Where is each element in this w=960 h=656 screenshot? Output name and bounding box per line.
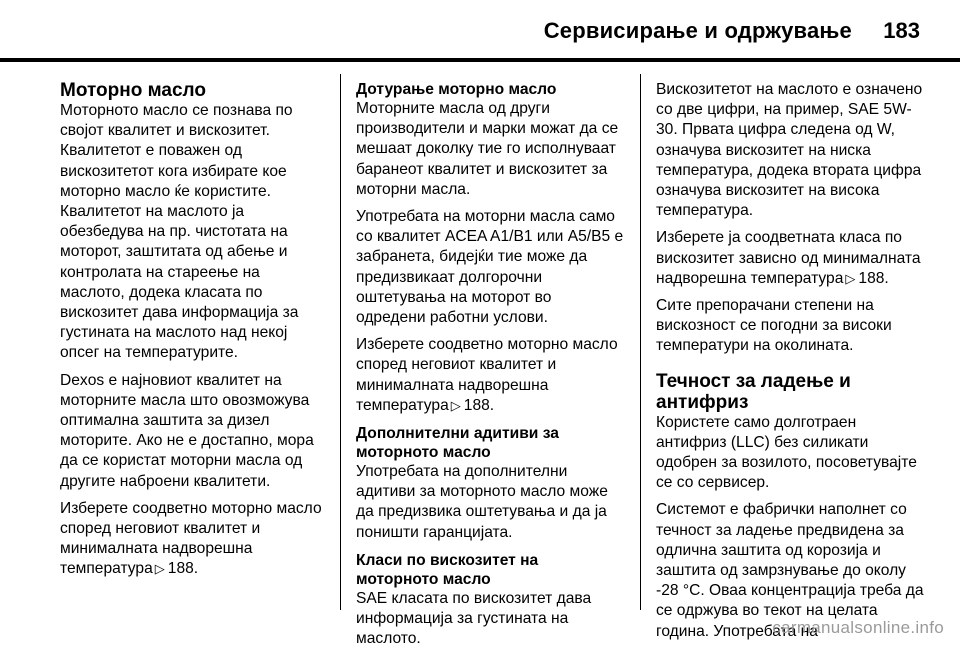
subsection-heading-viscosity: Класи по вискозитет на моторното масло: [356, 551, 539, 588]
paragraph: Користете само долготраен антифриз (LLC) без силикати одобрен за возилото, посоветувајте се со сервисер.: [656, 413, 917, 492]
paragraph: SAE класата по вискозитет дава информација за густината на маслото.: [356, 589, 592, 648]
header-rule: [0, 58, 960, 62]
paragraph: [356, 335, 624, 416]
paragraph: [60, 499, 328, 580]
page-reference-link[interactable]: 188.: [167, 560, 199, 578]
paragraph: [656, 228, 924, 289]
column-3: [656, 80, 924, 649]
triangle-right-icon: ▷: [845, 270, 856, 286]
paragraph-text: Изберете соодветно моторно масло според неговиот квалитет и минималната надворешна температура: [60, 499, 322, 578]
header-title: Сервисирање и одржување: [543, 18, 852, 43]
paragraph: Моторното масло се познава по својот квалитет и вискозитет. Квалитетот е поважен од вискозитетот кога избирате кое моторно масло ќе користите. Квалитетот на маслото ја обезбедува на пр. чистотата на моторот, заштитата од абење и контролата на стареење на маслото, додека класата по вискозитет дава информација за густината на маслото над некој опсег на температурите.: [60, 102, 299, 362]
subsection-heading-topping-up: Дотурање моторно масло: [356, 81, 557, 98]
section-heading-engine-oil: Моторно масло: [60, 80, 206, 101]
section-heading-coolant: Течност за ладење и антифриз: [656, 370, 851, 413]
paragraph: Употребата на дополнителни адитиви за моторното масло може да предизвика оштетувања и да ја поништи гаранцијата.: [356, 463, 608, 541]
paragraph: Моторните масла од други производители и марки можат да се мешаат доколку тие го исполнуваат баранеот квалитет и вискозитет за моторни масла.: [356, 100, 619, 198]
subsection-heading-additives: Дополнителни адитиви за моторното масло: [356, 425, 559, 462]
paragraph: Сите препорачани степени на вискозност се погодни за високи температури на околината.: [656, 297, 892, 355]
column-2: [356, 80, 624, 656]
column-divider-1: [340, 74, 341, 610]
page-number: 183: [883, 18, 920, 43]
paragraph: Вискозитетот на маслото е означено со две цифри, на пример, SAE 5W-30. Првата цифра следена од W, означува вискозитет на ниска температура, додека втората цифра означува вискозитет на висока температура.: [656, 81, 923, 220]
paragraph: Системот е фабрички наполнет со течност за ладење предвидена за одлична заштита од корозија и заштита од замрзнување до околу -28 °C. Оваа концентрација треба да се одржува во текот на целата година. Употребата на: [656, 501, 924, 640]
paragraph: Употребата на моторни масла само со квалитет ACEA A1/B1 или A5/B5 е забранета, бидејќи тие може да предизвикаат долгорочни оштетувања на моторот во одредени работни услови.: [356, 208, 624, 327]
page-reference-link[interactable]: 188.: [463, 396, 495, 414]
column-1: [60, 80, 328, 587]
triangle-right-icon: ▷: [154, 561, 165, 577]
paragraph-text: Изберете соодветно моторно масло според неговиот квалитет и минималната надворешна температура: [356, 336, 618, 414]
paragraph: Dexos е најновиот квалитет на моторните масла што овозможува оптимална заштита за дизел моторите. Ако не е достапно, мора да се користат моторни масла од другите наброени квалитети.: [60, 371, 314, 490]
column-divider-2: [640, 74, 641, 610]
paragraph-text: Изберете ја соодветната класа по вискозитет зависно од минималната надворешна температура: [656, 229, 921, 287]
page-reference-link[interactable]: 188.: [858, 269, 889, 287]
triangle-right-icon: ▷: [450, 397, 461, 413]
watermark: carmanualsonline.info: [772, 618, 944, 637]
